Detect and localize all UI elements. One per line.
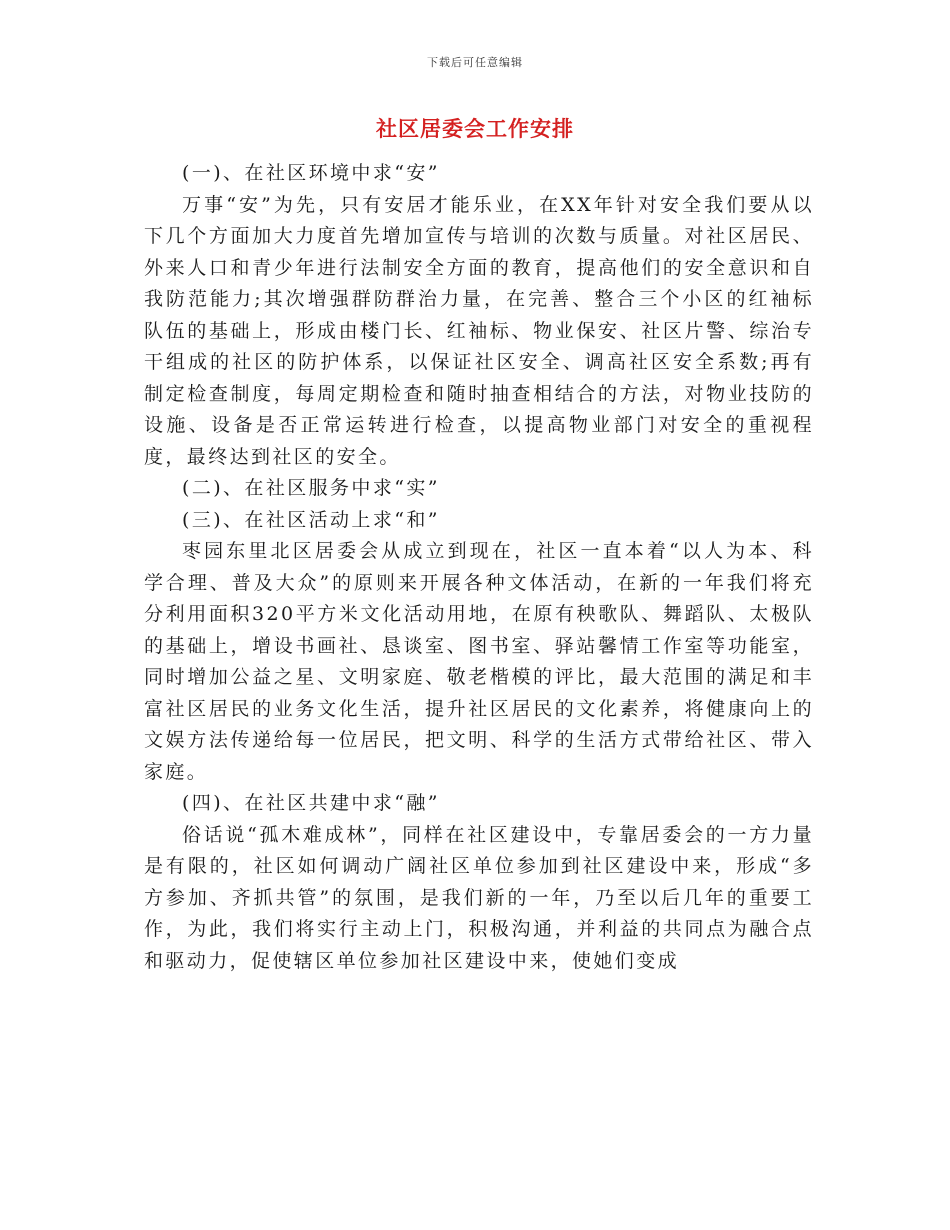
- document-title: 社区居委会工作安排: [376, 116, 574, 141]
- section-heading-4: (四)、在社区共建中求“融”: [182, 792, 440, 814]
- paragraph-co-building: 俗话说“孤木难成林”，同样在社区建设中，专靠居委会的一方力量是有限的，社区如何调动广阔社区单位参加到社区建设中来，形成“多方参加、齐抓共管”的氛围，是我们新的一年，乃至以后几年的重要工作，为此，我们将实行主动上门，积极沟通，并利益的共同点为融合点和驱动力，促使辖区单位参加社区建设中来，使她们变成: [144, 823, 814, 972]
- header-note: 下载后可任意编辑: [427, 56, 523, 69]
- section-heading-2: (二)、在社区服务中求“实”: [182, 477, 440, 499]
- section-heading-1: (一)、在社区环境中求“安”: [182, 162, 440, 184]
- paragraph-safety: 万事“安”为先，只有安居才能乐业，在XX年针对安全我们要从以下几个方面加大力度首先增加宣传与培训的次数与质量。对社区居民、外来人口和青少年进行法制安全方面的教育，提高他们的安全意识和自我防范能力;其次增强群防群治力量，在完善、整合三个小区的红袖标队伍的基础上，形成由楼门长、红袖标、物业保安、社区片警、综治专干组成的社区的防护体系，以保证社区安全、调高社区安全系数;再有制定检查制度，每周定期检查和随时抽查相结合的方法，对物业技防的设施、设备是否正常运转进行检查，以提高物业部门对安全的重视程度，最终达到社区的安全。: [144, 193, 814, 468]
- document-body: [144, 158, 814, 977]
- paragraph-activities: 枣园东里北区居委会从成立到现在，社区一直本着“以人为本、科学合理、普及大众”的原则来开展各种文体活动，在新的一年我们将充分利用面积320平方米文化活动用地，在原有秧歌队、舞蹈队、太极队的基础上，增设书画社、恳谈室、图书室、驿站馨情工作室等功能室，同时增加公益之星、文明家庭、敬老楷模的评比，最大范围的满足和丰富社区居民的业务文化生活，提升社区居民的文化素养，将健康向上的文娱方法传递给每一位居民，把文明、科学的生活方式带给社区、带入家庭。: [144, 540, 814, 783]
- section-heading-3: (三)、在社区活动上求“和”: [182, 508, 440, 531]
